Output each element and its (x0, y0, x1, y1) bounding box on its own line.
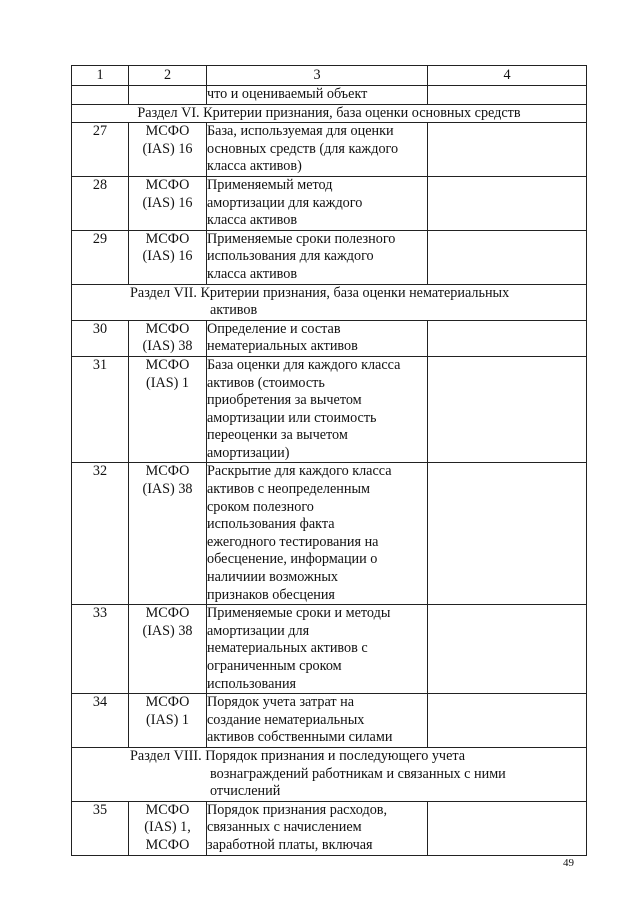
table-row (72, 123, 587, 177)
header-cell-2: 2 (129, 66, 207, 86)
section-heading-row (72, 747, 587, 801)
row-number: 34 (72, 694, 129, 748)
header-cell-4: 4 (428, 66, 587, 86)
row-standard: МСФО (IAS) 38 (129, 320, 207, 356)
row-col4 (428, 801, 587, 855)
table-row (72, 605, 587, 694)
table-row (72, 176, 587, 230)
row-description: Применяемые сроки и методы амортизации для нематериальных активов с ограниченным сроком использования (207, 605, 428, 694)
table-row (72, 801, 587, 855)
row-standard: МСФО (IAS) 38 (129, 463, 207, 605)
section-heading-7-line1: Раздел VII. Критерии признания, база оценки нематериальных (130, 284, 510, 301)
row-description: Раскрытие для каждого класса активов с неопределенным сроком полезного использования факта ежегодного тестирования на обесценение, информации о наличиии возможных признаков обесцения (207, 463, 428, 605)
row-standard: МСФО (IAS) 38 (129, 605, 207, 694)
header-cell-1: 1 (72, 66, 129, 86)
row-standard: МСФО (IAS) 16 (129, 123, 207, 177)
row-standard: МСФО (IAS) 1 (129, 694, 207, 748)
row-col4 (428, 463, 587, 605)
row-standard: МСФО (IAS) 16 (129, 176, 207, 230)
row-description: База, используемая для оценки основных средств (для каждого класса активов) (207, 123, 428, 177)
row-col4 (428, 694, 587, 748)
table-row (72, 463, 587, 605)
row-number: 29 (72, 230, 129, 284)
table-row (72, 230, 587, 284)
continuation-text: что и оцениваемый объект (207, 86, 428, 105)
section-heading-row (72, 104, 587, 123)
row-col4 (428, 320, 587, 356)
row-number: 27 (72, 123, 129, 177)
row-number: 35 (72, 801, 129, 855)
row-standard: МСФО (IAS) 1 (129, 356, 207, 463)
row-col4 (428, 176, 587, 230)
section-heading-8 (72, 747, 587, 801)
row-description: Порядок признания расходов, связанных с начислением заработной платы, включая (207, 801, 428, 855)
table-row (72, 356, 587, 463)
table-header-row (72, 66, 587, 86)
section-heading-6: Раздел VI. Критерии признания, база оценки основных средств (72, 104, 587, 123)
header-cell-3: 3 (207, 66, 428, 86)
row-col4 (428, 605, 587, 694)
row-number: 28 (72, 176, 129, 230)
section-heading-8-line2: вознаграждений работникам и связанных с ними (210, 765, 506, 782)
row-number: 33 (72, 605, 129, 694)
row-description: Применяемый метод амортизации для каждого класса активов (207, 176, 428, 230)
section-heading-row (72, 284, 587, 320)
row-standard: МСФО (IAS) 16 (129, 230, 207, 284)
table-row (72, 694, 587, 748)
row-description: Определение и состав нематериальных активов (207, 320, 428, 356)
row-description: База оценки для каждого класса активов (стоимость приобретения за вычетом амортизации или стоимость переоценки за вычетом амортизации) (207, 356, 428, 463)
row-col4 (428, 230, 587, 284)
continuation-row (72, 86, 587, 105)
document-table (71, 65, 587, 856)
row-description: Порядок учета затрат на создание нематериальных активов собственными силами (207, 694, 428, 748)
row-number: 30 (72, 320, 129, 356)
section-heading-8-line3: отчислений (210, 783, 281, 800)
section-heading-7 (72, 284, 587, 320)
table-row (72, 320, 587, 356)
row-standard: МСФО (IAS) 1, МСФО (129, 801, 207, 855)
row-number: 31 (72, 356, 129, 463)
row-description: Применяемые сроки полезного использования для каждого класса активов (207, 230, 428, 284)
section-heading-7-line2: активов (210, 302, 258, 319)
row-col4 (428, 356, 587, 463)
row-number: 32 (72, 463, 129, 605)
row-col4 (428, 123, 587, 177)
section-heading-8-line1: Раздел VIII. Порядок признания и последующего учета (130, 747, 466, 764)
page-number: 49 (563, 857, 574, 869)
